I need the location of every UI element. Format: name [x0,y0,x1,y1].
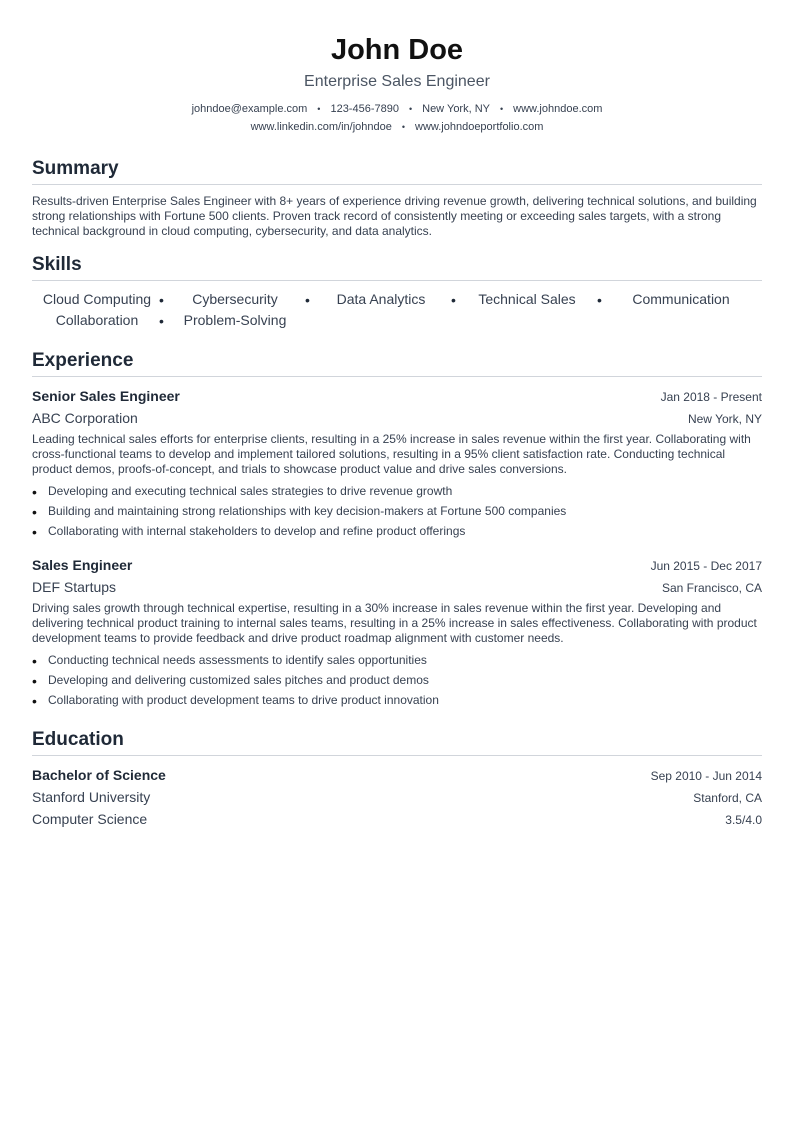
list-item: • Developing and executing technical sales strategies to drive revenue growth [32,484,453,500]
skill-item [597,289,762,310]
bullet-dot: • [159,313,164,329]
candidate-name: John Doe [330,34,464,66]
education-entry [32,765,762,831]
job-location: San Francisco, CA [661,581,762,595]
candidate-title: Enterprise Sales Engineer [304,73,490,90]
field-of-study: Computer Science [32,811,148,827]
experience-heading: Experience [32,349,762,377]
separator-dot: • [317,104,321,114]
portfolio-link[interactable]: www.johndoeportfolio.com [415,121,544,133]
location-text: New York, NY [422,103,490,115]
skill-item [32,310,162,331]
gpa: 3.5/4.0 [725,813,762,827]
education-section [32,728,762,831]
school-name: Stanford University [32,789,151,805]
job-location: New York, NY [687,412,762,426]
summary-text: Results-driven Enterprise Sales Engineer with 8+ years of experience driving revenue growth, delivering technical solutions, and building strong relationships with Fortune 500 clients. Proven track record of consistently meeting or exceeding sales targets, with a strong technical background in cloud computing, cybersecurity, and data analytics. [32,194,757,238]
skill-item [305,289,454,310]
summary-heading: Summary [32,157,762,185]
job-date: Jun 2015 - Dec 2017 [650,559,762,573]
separator-dot: • [408,104,413,114]
job-title: Senior Sales Engineer [32,388,180,404]
skill-item [159,310,308,331]
list-item: • Building and maintaining strong relationships with key decision-makers at Fortune 500 companies [32,504,567,520]
bullet-dot: • [32,524,37,540]
education-date: Sep 2010 - Jun 2014 [650,769,762,783]
job-title: Sales Engineer [32,557,133,573]
linkedin-link[interactable]: www.linkedin.com/in/johndoe [250,121,392,133]
bullet-dot: • [32,673,37,689]
separator-dot: • [500,104,504,114]
list-item: • Collaborating with internal stakeholders to develop and refine product offerings [32,524,466,540]
skill-label: Technical Sales [478,291,576,307]
skill-label: Problem-Solving [183,312,287,328]
skill-item [159,289,308,310]
job-bullets [32,481,762,541]
phone-number: 123-456-7890 [330,103,399,115]
job-date: Jan 2018 - Present [660,390,762,404]
skills-heading: Skills [32,253,762,281]
bullet-dot: • [32,504,37,520]
bullet-dot: • [305,292,310,308]
company-name: ABC Corporation [32,410,138,426]
email-link[interactable]: johndoe@example.com [191,103,308,115]
company-name: DEF Startups [32,579,117,595]
list-item: • Collaborating with product development teams to drive product innovation [32,693,439,709]
contact-line-2 [32,118,762,136]
degree-name: Bachelor of Science [32,767,166,783]
website-link[interactable]: www.johndoe.com [513,103,603,115]
education-heading: Education [32,728,762,756]
skill-item [32,289,162,310]
skills-list [32,289,762,331]
summary-section [32,157,762,239]
bullet-dot: • [32,693,37,709]
bullet-dot: • [32,653,37,669]
skill-label: Communication [632,291,730,307]
skill-item [451,289,600,310]
skill-label: Cloud Computing [42,291,152,307]
skills-section [32,253,762,331]
contact-line-1 [32,100,762,118]
skill-label: Cybersecurity [192,291,278,307]
experience-section [32,349,762,710]
job-description: Driving sales growth through technical expertise, resulting in a 30% increase in sales revenue within the first year. Developing and delivering technical product training to internal sales teams, resulting in a 25% increase in sales effectiveness. Collaborating with product development teams to provide feedback and drive product roadmap alignment with customer needs. [32,601,757,645]
school-location: Stanford, CA [693,791,762,805]
job-entry [32,555,762,710]
bullet-dot: • [597,292,602,308]
skill-label: Collaboration [55,312,139,328]
job-bullets [32,650,762,710]
bullet-dot: • [159,292,164,308]
separator-dot: • [401,122,405,132]
bullet-dot: • [451,292,456,308]
list-item: • Conducting technical needs assessments to identify sales opportunities [32,653,427,669]
bullet-dot: • [32,484,37,500]
list-item: • Developing and delivering customized sales pitches and product demos [32,673,429,689]
job-description: Leading technical sales efforts for enterprise clients, resulting in a 25% increase in sales revenue within the first year. Collaborating with cross-functional teams to develop and implement tailored solutions, resulting in a 95% client satisfaction rate. Conducting technical product demos, proofs-of-concept, and trials to showcase product value and drive sales conversions. [32,432,751,476]
job-entry [32,386,762,541]
skill-label: Data Analytics [336,291,426,307]
